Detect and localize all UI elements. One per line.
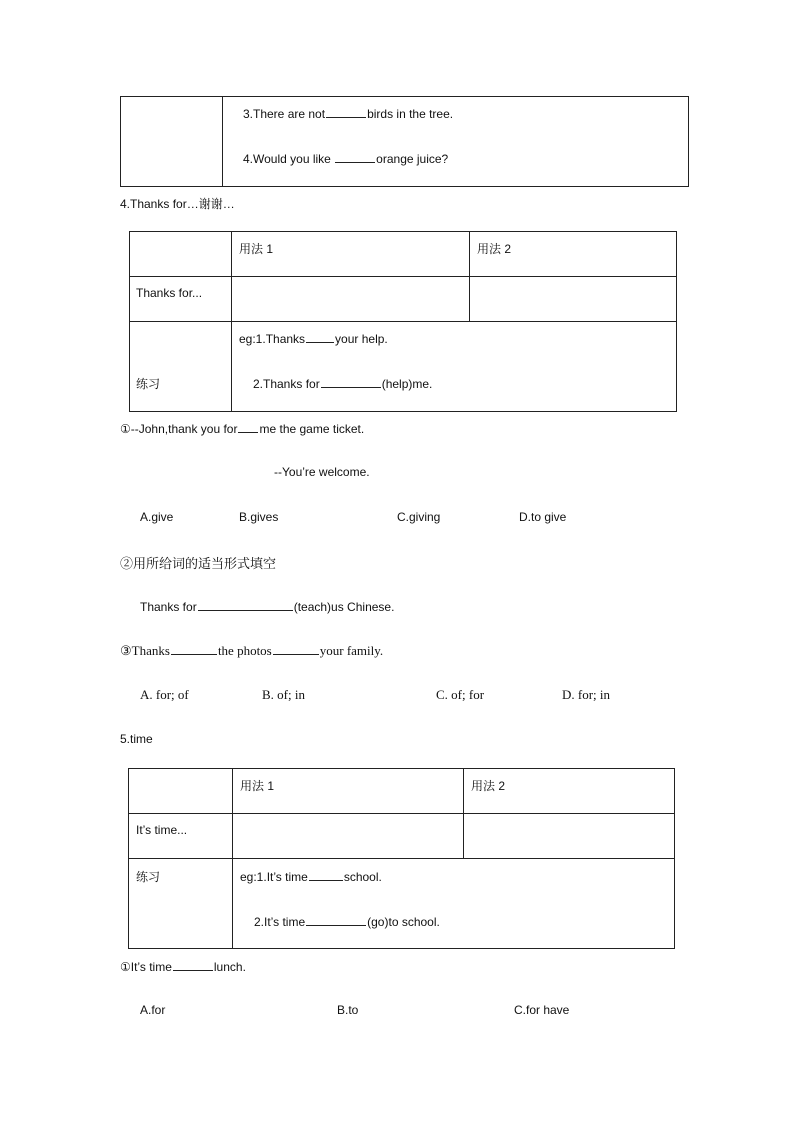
example-2: 2.Thanks for (help)me.	[253, 377, 433, 391]
blank[interactable]	[198, 598, 293, 611]
row-divider	[129, 321, 677, 322]
s4-question-3: ③Thanks the photos your family.	[120, 643, 384, 658]
option-a[interactable]: A.give	[140, 510, 174, 524]
option-b[interactable]: B.to	[337, 1003, 359, 1017]
s5-question-1: ①It’s time lunch.	[120, 960, 246, 974]
blank[interactable]	[306, 330, 334, 343]
blank[interactable]	[335, 150, 375, 163]
usage-2-header: 用法 2	[477, 242, 512, 256]
s4-question-1-reply: --You’re welcome.	[274, 465, 370, 479]
col-divider	[232, 768, 233, 949]
row-divider	[129, 276, 677, 277]
option-c[interactable]: C.for have	[514, 1003, 570, 1017]
option-d[interactable]: D.to give	[519, 510, 567, 524]
col-divider	[463, 768, 464, 858]
s4-question-2-instruction: ②用所给词的适当形式填空	[120, 556, 277, 571]
s4-question-1: ①--John,thank you for me the game ticket.	[120, 422, 365, 436]
example-2: 2.It’s time (go)to school.	[254, 915, 440, 929]
question-3: 3.There are not birds in the tree.	[243, 107, 454, 121]
option-a[interactable]: A.for	[140, 1003, 166, 1017]
option-c[interactable]: C. of; for	[436, 687, 485, 702]
section-5-heading: 5.time	[120, 732, 153, 746]
blank[interactable]	[306, 913, 366, 926]
row-label: It’s time...	[136, 823, 188, 837]
col-divider	[469, 231, 470, 321]
option-a[interactable]: A. for; of	[140, 687, 189, 702]
usage-1-header: 用法 1	[239, 242, 274, 256]
example-1: eg:1.Thanks your help.	[239, 332, 388, 346]
blank[interactable]	[238, 420, 258, 433]
row-label: Thanks for...	[136, 286, 203, 300]
blank[interactable]	[326, 105, 366, 118]
table-top-divider	[222, 96, 223, 187]
row-divider	[128, 858, 675, 859]
question-4: 4.Would you like orange juice?	[243, 152, 449, 166]
section-4-heading: 4.Thanks for…谢谢…	[120, 197, 235, 211]
row-divider	[128, 813, 675, 814]
practice-label: 练习	[136, 377, 161, 391]
example-1: eg:1.It’s time school.	[240, 870, 382, 884]
blank[interactable]	[173, 958, 213, 971]
usage-1-header: 用法 1	[240, 779, 275, 793]
option-c[interactable]: C.giving	[397, 510, 441, 524]
blank[interactable]	[309, 868, 343, 881]
option-b[interactable]: B.gives	[239, 510, 279, 524]
practice-label: 练习	[136, 870, 161, 884]
option-b[interactable]: B. of; in	[262, 687, 305, 702]
col-divider	[231, 231, 232, 412]
blank[interactable]	[171, 642, 217, 655]
blank[interactable]	[273, 642, 319, 655]
s4-question-2: Thanks for (teach)us Chinese.	[140, 600, 395, 614]
option-d[interactable]: D. for; in	[562, 687, 611, 702]
blank[interactable]	[321, 375, 381, 388]
usage-2-header: 用法 2	[471, 779, 506, 793]
